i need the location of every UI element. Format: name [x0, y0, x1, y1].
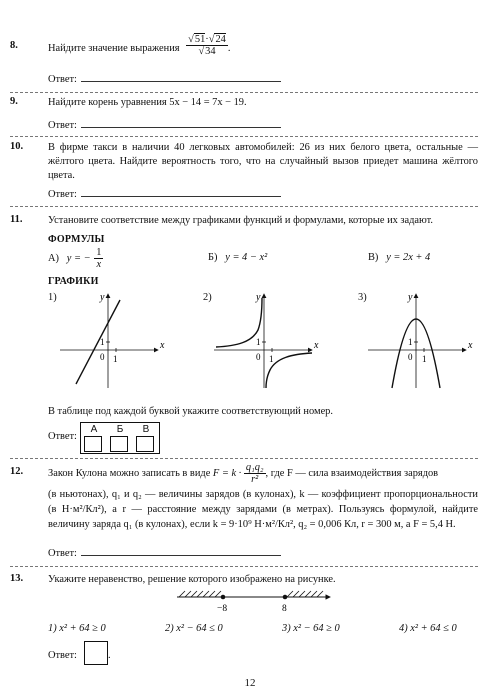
- graphs-header: ГРАФИКИ: [48, 276, 99, 287]
- period: .: [108, 650, 111, 661]
- question-12-text: (в ньютонах), q₁ и q₂ — величины зарядов (в кулонах), k — коэффициент пропорциональности (в Н·м²/Кл²), а r — расстояние между зарядами (в метрах). Пользуясь формулой, найдите величину заряда q₁ (в кулонах), если k = 9·10⁹ Н·м²/Кл², q₂ = 0,006 Кл, r = 300 м, а F = 5,4 Н.: [48, 489, 478, 530]
- answer-label: Ответ:: [48, 120, 77, 131]
- left-point-marker: [221, 595, 226, 600]
- question-12-line1: [48, 462, 478, 485]
- graph-2-label: 2): [203, 292, 212, 303]
- tick-one-x: 1: [269, 354, 274, 364]
- formula-a-den: x: [96, 259, 102, 270]
- formula-a-prefix: y = −: [66, 252, 91, 264]
- table-letter-v: В: [142, 424, 150, 435]
- formula-v-letter: В): [368, 252, 379, 263]
- option-2-text: 2) x² − 64 ≤ 0: [165, 623, 223, 634]
- answer-cell-a[interactable]: [84, 436, 102, 452]
- question-11-text: Установите соответствие между графиками функций и формулами, которые их задают.: [48, 215, 434, 226]
- question-13-answer-label: Ответ:: [48, 650, 77, 661]
- formula-v: [368, 252, 430, 263]
- question-9-number: 9.: [10, 96, 18, 107]
- axis-y-label: y: [256, 292, 261, 303]
- question-11-instruction: В таблице под каждой буквой укажите соответствующий номер.: [48, 406, 333, 417]
- question-13-number: 13.: [10, 573, 24, 584]
- option-3-text: 3) x² − 64 ≥ 0: [282, 623, 340, 634]
- origin-label: 0: [256, 352, 261, 362]
- question-10-number: 10.: [10, 141, 24, 152]
- tick-one-y: 1: [256, 337, 261, 347]
- divider: [10, 566, 478, 567]
- answer-table: [80, 422, 160, 454]
- option-1-text: 1) x² + 64 ≥ 0: [48, 623, 106, 634]
- axis-x-label: x: [468, 340, 473, 351]
- question-8-expression: $\frac{√51\cdot√24}{√34}$: [188, 34, 226, 57]
- formulas-header: ФОРМУЛЫ: [48, 234, 105, 245]
- graph-1-label: 1): [48, 292, 57, 303]
- table-letter-b: Б: [116, 424, 124, 435]
- divider: [10, 92, 478, 93]
- tick-one-x: 1: [113, 354, 118, 364]
- q12-intro-end: , где F — сила взаимодействия зарядов: [265, 467, 439, 479]
- axis-y-label: y: [408, 292, 413, 303]
- formula-v-expr: y = 2x + 4: [386, 252, 431, 263]
- q12-intro: Закон Кулона можно записать в виде: [48, 467, 211, 479]
- graph-3: [366, 290, 478, 390]
- expr-num-a: 51: [194, 34, 206, 45]
- table-letter-a: А: [90, 424, 98, 435]
- coulomb-formula-prefix: F = k ·: [212, 467, 242, 479]
- page-number: 12: [244, 677, 256, 689]
- answer-label: Ответ:: [48, 74, 77, 85]
- right-point-label: 8: [282, 604, 287, 614]
- option-2[interactable]: [165, 623, 223, 634]
- question-13-answer-box[interactable]: [84, 641, 108, 665]
- formula-a-letter: А): [48, 252, 59, 264]
- question-9-text: Найдите корень уравнения 5x − 14 = 7x − 19.: [48, 97, 247, 108]
- graph-1: [58, 290, 170, 390]
- question-11-answer-label: Ответ:: [48, 431, 77, 442]
- answer-label: Ответ:: [48, 548, 77, 559]
- left-point-label: −8: [217, 604, 228, 614]
- formula-a-num: 1: [96, 247, 102, 258]
- right-point-marker: [283, 595, 288, 600]
- question-8-prompt: Найдите значение выражения: [48, 42, 180, 54]
- graph-2: [212, 290, 324, 390]
- question-12-number: 12.: [10, 466, 24, 477]
- divider: [10, 206, 478, 207]
- question-8-text: Найдите значение выражения $\frac{√51\cdot√24}{√34}$ .: [48, 34, 231, 57]
- axis-y-label: y: [100, 292, 105, 303]
- question-13-text: Укажите неравенство, решение которого изображено на рисунке.: [48, 574, 336, 585]
- origin-label: 0: [408, 352, 413, 362]
- option-1[interactable]: [48, 623, 106, 634]
- option-4[interactable]: [399, 623, 457, 634]
- option-4-text: 4) x² + 64 ≤ 0: [399, 623, 457, 634]
- tick-one-y: 1: [100, 337, 105, 347]
- formula-b-letter: Б): [208, 252, 218, 263]
- formula-b-expr: y = 4 − x²: [225, 252, 268, 263]
- question-8-number: 8.: [10, 40, 18, 51]
- option-3[interactable]: [282, 623, 340, 634]
- formula-a: [48, 247, 103, 270]
- question-9-answer[interactable]: [48, 118, 281, 131]
- axis-x-label: x: [160, 340, 165, 351]
- coulomb-formula-num: q₁q₂: [245, 462, 264, 473]
- divider: [10, 458, 478, 459]
- question-8-answer[interactable]: [48, 72, 281, 85]
- answer-cell-b[interactable]: [110, 436, 128, 452]
- question-10-answer[interactable]: [48, 187, 281, 200]
- axis-x-label: x: [314, 340, 319, 351]
- expr-den: 34: [205, 46, 216, 57]
- question-12-answer[interactable]: [48, 546, 281, 559]
- question-10-text: В фирме такси в наличии 40 легковых автомобилей: 26 из них белого цвета, остальные — жёлтого цвета. Найдите вероятность того, что на случайный вызов приедет машина жёлтого цвета.: [48, 142, 478, 181]
- graph-3-label: 3): [358, 292, 367, 303]
- number-line: [175, 587, 335, 617]
- expr-num-b: 24: [215, 34, 226, 45]
- question-11-number: 11.: [10, 214, 23, 225]
- formula-b: [208, 252, 267, 263]
- divider: [10, 136, 478, 137]
- origin-label: 0: [100, 352, 105, 362]
- tick-one-x: 1: [422, 354, 427, 364]
- coulomb-formula-den: r²: [251, 474, 259, 485]
- answer-cell-v[interactable]: [136, 436, 154, 452]
- tick-one-y: 1: [408, 337, 413, 347]
- answer-label: Ответ:: [48, 189, 77, 200]
